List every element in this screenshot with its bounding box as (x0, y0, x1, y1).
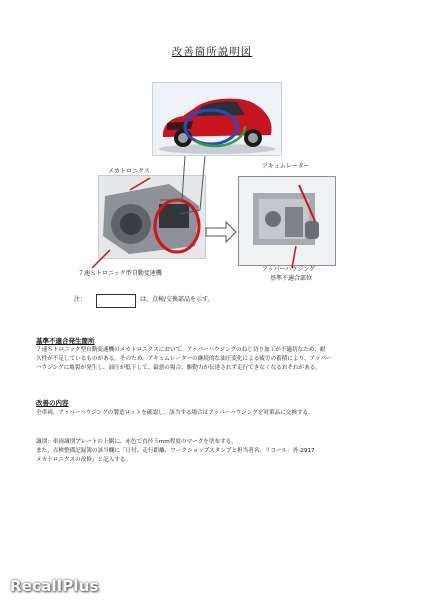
section-body-identification (36, 438, 388, 465)
section-body-nonconformity (36, 346, 388, 373)
legend-note-text: は、点検/交換部品を示す。 (140, 296, 214, 303)
section-body-improvement (36, 409, 388, 418)
paragraph-line: 全車両、アッパーハウジングの製造ロットを確認し、該当する場合はアッパーハウジングを対策品に交換する。 (36, 410, 314, 416)
paragraph-line: メカトロニクスの改修」と記入する。 (36, 457, 132, 463)
legend-box (96, 294, 136, 308)
legend-note-prefix: 注： (74, 296, 87, 303)
label-mechatronics: メカトロニクス (108, 168, 150, 175)
paragraph-line: 識別：車両識別プレートの上側に、赤色で直径５mm程度のマークを塗布する。 (36, 439, 237, 445)
paragraph-line: また、点検整備記録簿の該当欄に「日付、走行距離、ワークショップスタンプと担当者名、リコール：外-2917 (36, 448, 315, 454)
page-title: 改善箇所説明図 (171, 46, 253, 58)
section-heading-improvement: 改善の内容 (36, 399, 69, 407)
label-nonconforming-part: 基準不適合部位 (270, 275, 313, 282)
label-accumulator: アキュムレーター (262, 163, 310, 170)
paragraph-line: ７速Ｓトロニック型自動変速機のメカトロニクスにおいて、アッパーハウジングのねじ切り加工が不適切なため、耐 (36, 347, 326, 353)
paragraph-line: ハウジングに亀裂が発生し、油圧が低下して、最悪の場合、駆動力が伝達されず走行できなくなるおそれがある。 (36, 365, 321, 371)
label-upper-housing: アッパーハウジング (262, 266, 316, 273)
section-heading-nonconformity: 基準不適合発生箇所 (36, 337, 95, 345)
paragraph-line: 久性が不足しているものがある。そのため、アキュムレーターの継続的な油圧変化による疲労の蓄積により、アッパー (36, 356, 332, 362)
label-transmission: ７速Ｓトロニック型自動変速機 (78, 270, 162, 277)
watermark-logo: RecallPlus (10, 577, 99, 595)
